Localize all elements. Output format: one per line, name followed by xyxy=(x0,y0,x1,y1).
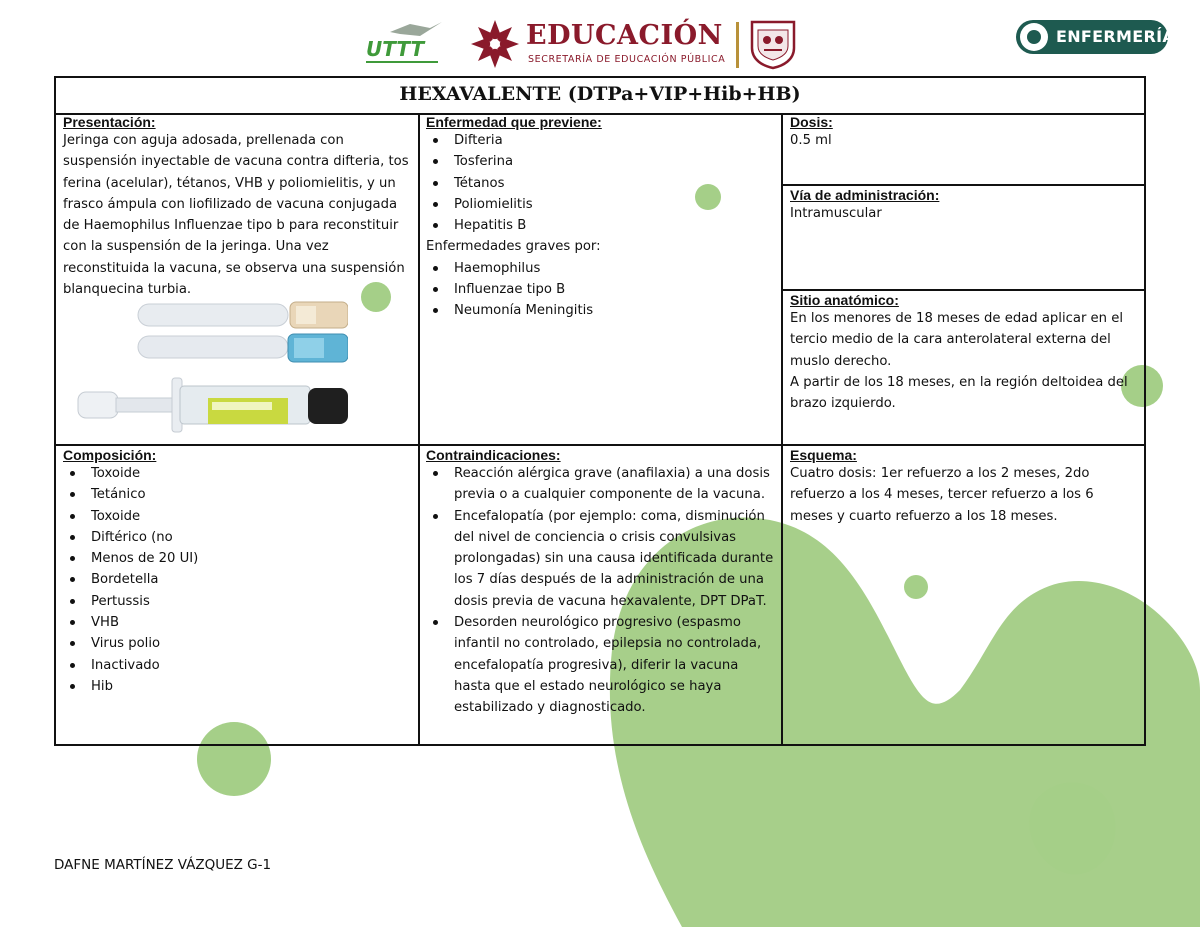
grid-line xyxy=(418,113,420,744)
list-item: Hepatitis B xyxy=(426,215,774,236)
list-item: Difteria xyxy=(426,130,774,151)
list-item: Hib xyxy=(63,676,411,697)
contraindicaciones-cell xyxy=(426,447,774,719)
composicion-heading: Composición: xyxy=(63,447,157,463)
list-item: Tétanos xyxy=(426,173,774,194)
sitio-text-2: A partir de los 18 meses, en la región deltoidea del brazo izquierdo. xyxy=(790,374,1128,412)
presentacion-cell xyxy=(63,114,411,300)
table-title: HEXAVALENTE (DTPa+VIP+Hib+HB) xyxy=(56,78,1144,115)
flower-icon xyxy=(470,19,520,69)
list-item: Menos de 20 UI) xyxy=(63,548,411,569)
enfermedad-heading: Enfermedad que previene: xyxy=(426,114,602,130)
enfermedad-cell xyxy=(426,114,774,322)
edu-subtitle: SECRETARÍA DE EDUCACIÓN PÚBLICA xyxy=(528,54,726,65)
presentacion-heading: Presentación: xyxy=(63,114,156,130)
composicion-list xyxy=(63,463,411,697)
state-shield-icon xyxy=(748,18,798,70)
list-item: Virus polio xyxy=(63,633,411,654)
grid-line xyxy=(783,184,1144,186)
via-cell xyxy=(790,187,1138,224)
enfermedad-list xyxy=(426,130,774,236)
list-item: Inactivado xyxy=(63,655,411,676)
sitio-cell xyxy=(790,292,1136,414)
esquema-cell xyxy=(790,447,1136,527)
list-item: Bordetella xyxy=(63,569,411,590)
list-item: Tosferina xyxy=(426,151,774,172)
list-item: Tetánico xyxy=(63,484,411,505)
list-item: Diftérico (no xyxy=(63,527,411,548)
via-heading: Vía de administración: xyxy=(790,187,940,203)
enfermeria-emblem-icon xyxy=(1020,23,1048,51)
list-item: Neumonía Meningitis xyxy=(426,300,774,321)
educacion-logo xyxy=(470,18,730,70)
composicion-cell xyxy=(63,447,411,697)
presentacion-text: Jeringa con aguja adosada, prellenada con suspensión inyectable de vacuna contra difteria, tos ferina (acelular), tétanos, VHB y poliomielitis, y un frasco ámpula con liofilizado de vacuna conjugada de Haemophilus Influenzae tipo b para reconstituir con la suspensión de la jeringa. Una vez reconstituida la vacuna, se observa una suspensión blanquecina turbia. xyxy=(63,133,409,298)
grid-line xyxy=(783,289,1144,291)
uttt-logo xyxy=(360,18,450,70)
esquema-text: Cuatro dosis: 1er refuerzo a los 2 meses, 2do refuerzo a los 4 meses, tercer refuerzo a los 6 meses y cuarto refuerzo a los 18 meses. xyxy=(790,466,1094,524)
enfermeria-badge xyxy=(1016,20,1176,54)
dosis-text: 0.5 ml xyxy=(790,133,832,148)
list-item: VHB xyxy=(63,612,411,633)
esquema-heading: Esquema: xyxy=(790,447,857,463)
list-item: Haemophilus xyxy=(426,258,774,279)
logo-divider xyxy=(736,22,739,68)
list-item: Desorden neurológico progresivo (espasmo infantil no controlado, epilepsia no controlada, encefalopatía progresiva), diferir la vacuna hasta que el estado neurológico se haya estabilizado y diagnosticado. xyxy=(426,612,774,718)
list-item: Toxoide xyxy=(63,506,411,527)
grid-line xyxy=(56,444,1144,446)
contraindicaciones-list xyxy=(426,463,774,719)
enfermedad-list-2 xyxy=(426,258,774,322)
dosis-cell xyxy=(790,114,1138,151)
uttt-logo-text: UTTT xyxy=(366,37,425,61)
via-text: Intramuscular xyxy=(790,206,882,221)
dosis-heading: Dosis: xyxy=(790,114,833,130)
sitio-heading: Sitio anatómico: xyxy=(790,292,899,308)
sitio-text-1: En los menores de 18 meses de edad aplicar en el tercio medio de la cara anterolateral externa del muslo derecho. xyxy=(790,311,1123,369)
contraindicaciones-heading: Contraindicaciones: xyxy=(426,447,561,463)
list-item: Pertussis xyxy=(63,591,411,612)
enfermedad-subheading: Enfermedades graves por: xyxy=(426,239,601,255)
list-item: Influenzae tipo B xyxy=(426,279,774,300)
grid-line xyxy=(781,113,783,744)
list-item: Encefalopatía (por ejemplo: coma, disminución del nivel de conciencia o crisis convulsivas prolongadas) sin una causa identificada durante los 7 días después de la administración de una dosis previa de vacuna hexavalente, DPT DPaT. xyxy=(426,506,774,612)
vaccine-syringe-image xyxy=(76,298,348,442)
enfermeria-label: ENFERMERÍA xyxy=(1056,27,1176,46)
list-item: Poliomielitis xyxy=(426,194,774,215)
list-item: Toxoide xyxy=(63,463,411,484)
list-item: Reacción alérgica grave (anafilaxia) a una dosis previa o a cualquier componente de la vacuna. xyxy=(426,463,774,506)
edu-title: EDUCACIÓN xyxy=(526,20,723,51)
footer-author: DAFNE MARTÍNEZ VÁZQUEZ G-1 xyxy=(54,857,272,873)
